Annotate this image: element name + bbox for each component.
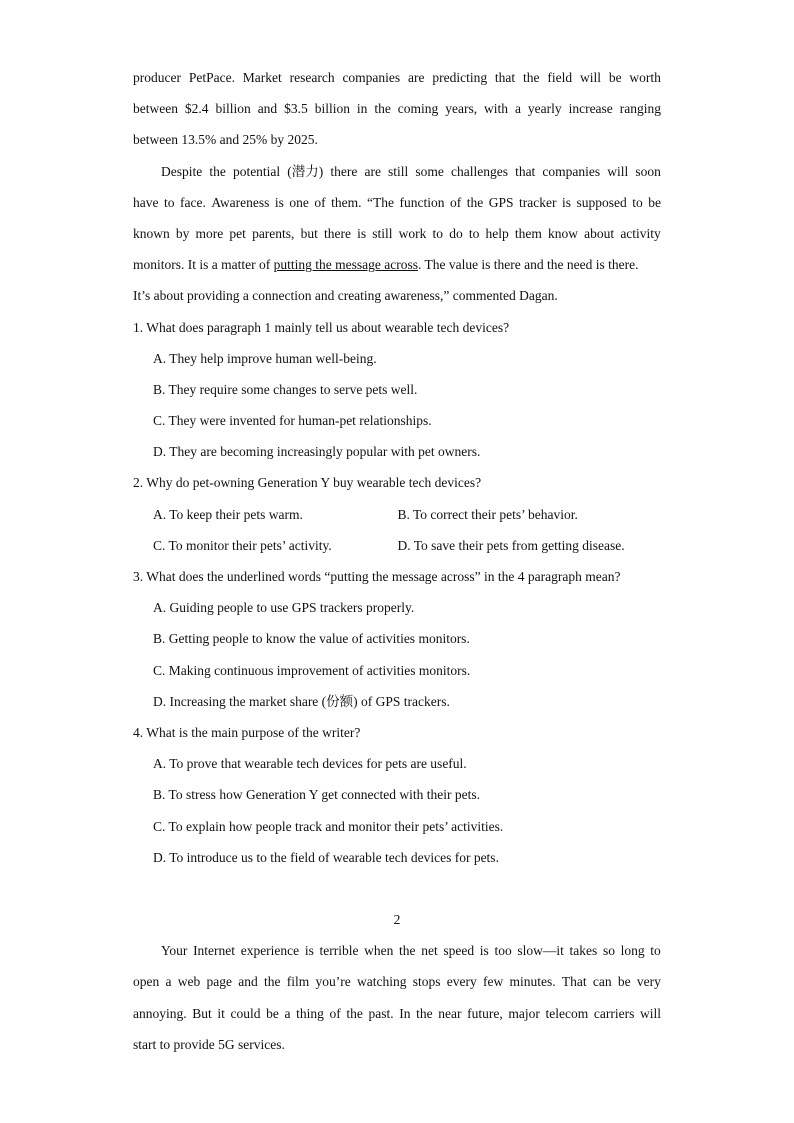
answer-option: D. To introduce us to the field of wearable tech devices for pets. [153, 849, 499, 865]
word: page [206, 974, 232, 990]
answer-option: A. To prove that wearable tech devices for pets are useful. [153, 756, 467, 772]
word: a [514, 101, 521, 117]
word: that [515, 163, 536, 179]
word: in [356, 101, 368, 117]
word: minutes. [509, 974, 556, 990]
answer-option: C. They were invented for human-pet relationships. [153, 413, 432, 429]
word: worth [629, 70, 661, 85]
word: watching [356, 974, 407, 990]
word: the [263, 974, 281, 990]
word: of [314, 194, 326, 210]
word: But [192, 1005, 212, 1021]
word: GPS [488, 194, 514, 210]
word: supposed [576, 194, 627, 210]
word: about [584, 225, 615, 241]
word: slow—it [517, 943, 564, 959]
paragraph-line [133, 998, 661, 1029]
word: will [579, 70, 601, 85]
word: to [163, 194, 175, 210]
answer-option: D. Increasing the market share (份额) of GPS trackers. [153, 693, 450, 709]
word: activity [620, 225, 661, 241]
answer-option: A. They help improve human well-being. [153, 350, 377, 366]
word: past. [368, 1005, 394, 1021]
word: still [372, 225, 393, 241]
question-stem: 4. What is the main purpose of the writer? [133, 724, 361, 740]
word: the [466, 194, 484, 210]
word: are [364, 163, 381, 179]
word: too [494, 943, 512, 959]
paragraph-line [133, 93, 661, 124]
word: to [632, 194, 643, 210]
word: net [421, 943, 438, 959]
word: to [468, 225, 480, 241]
word: and [257, 101, 278, 117]
underlined-phrase: putting the message across [273, 257, 418, 273]
word: Your [161, 943, 188, 959]
word: function [399, 194, 445, 210]
word: a [284, 1005, 291, 1021]
word: web [177, 974, 201, 990]
word: PetPace. [188, 70, 235, 85]
paragraph-line [133, 187, 661, 218]
answer-option: A. Guiding people to use GPS trackers properly. [153, 600, 415, 616]
word: one [289, 194, 309, 210]
word: speed [443, 943, 475, 959]
word: will [607, 163, 629, 179]
word: major [508, 1005, 540, 1021]
text-segment: monitors. It is a matter of [133, 257, 274, 273]
word: “The [367, 194, 394, 210]
word: years, [445, 101, 478, 117]
section-number: 2 [393, 912, 401, 928]
paragraph-line [133, 218, 661, 249]
word: annoying. [133, 1005, 187, 1021]
word: carriers [593, 1005, 635, 1021]
word: yearly [527, 101, 562, 117]
word: is [357, 225, 367, 241]
word: by [175, 225, 190, 241]
answer-option: C. To monitor their pets’ activity. [153, 537, 332, 553]
word: field [547, 70, 573, 85]
word: soon [635, 163, 661, 179]
word: $3.5 [284, 101, 308, 117]
word: long [620, 943, 645, 959]
word: to [432, 225, 444, 241]
word: them [514, 225, 542, 241]
word: that [494, 70, 516, 85]
word: be [617, 974, 631, 990]
paragraph-line: start to provide 5G services. [133, 1036, 285, 1052]
question-stem: 2. Why do pet-owning Generation Y buy wearable tech devices? [133, 475, 482, 491]
word: a [165, 974, 172, 990]
word: more [195, 225, 224, 241]
word: companies [342, 70, 401, 85]
word: be [266, 1005, 279, 1021]
word: still [388, 163, 409, 179]
word: have [133, 194, 159, 210]
word: In [399, 1005, 411, 1021]
answer-option: A. To keep their pets warm. [153, 506, 303, 522]
word: potential [232, 163, 281, 179]
paragraph-line [133, 966, 661, 997]
answer-option: B. To stress how Generation Y get connected with their pets. [153, 787, 480, 803]
word: parents, [252, 225, 295, 241]
paragraph-line [133, 249, 661, 280]
word: the [374, 101, 391, 117]
word: be [608, 70, 622, 85]
word: to [650, 943, 661, 959]
word: $2.4 [184, 101, 209, 117]
text-segment: . The value is there and the need is there. [417, 257, 639, 273]
word: very [636, 974, 661, 990]
word: the [523, 70, 540, 85]
answer-option: B. Getting people to know the value of activities monitors. [153, 631, 470, 647]
word: are [408, 70, 425, 85]
word: be [648, 194, 661, 210]
word: film [286, 974, 310, 990]
document-page [133, 62, 661, 1060]
word: with [484, 101, 509, 117]
word: Market [242, 70, 282, 85]
word: and [238, 974, 258, 990]
word: known [133, 225, 170, 241]
word: when [364, 943, 394, 959]
answer-option: D. They are becoming increasingly popular with pet owners. [153, 444, 481, 460]
word: the [346, 1005, 363, 1021]
word: telecom [545, 1005, 589, 1021]
word: thing [296, 1005, 324, 1021]
word: challenges [450, 163, 508, 179]
paragraph-line [133, 156, 661, 187]
word: Awareness [211, 194, 270, 210]
word: research [289, 70, 335, 85]
paragraph-line: It’s about providing a connection and creating awareness,” commented Dagan. [133, 288, 558, 304]
word: That [561, 974, 587, 990]
word: is [561, 194, 571, 210]
word: but [300, 225, 318, 241]
word: do [449, 225, 463, 241]
word: coming [397, 101, 439, 117]
word: between [133, 101, 178, 117]
answer-option: B. To correct their pets’ behavior. [397, 506, 578, 522]
answer-option: D. To save their pets from getting disease. [397, 537, 625, 553]
word: is [274, 194, 284, 210]
answer-option: C. To explain how people track and monitor their pets’ activities. [153, 818, 504, 834]
question-stem: 1. What does paragraph 1 mainly tell us about wearable tech devices? [133, 319, 510, 335]
word: is [479, 943, 489, 959]
word: could [230, 1005, 261, 1021]
word: there [330, 163, 358, 179]
word: experience [240, 943, 300, 959]
word: Despite [161, 163, 203, 179]
answer-option-row [133, 499, 661, 530]
word: of [449, 194, 462, 210]
word: some [415, 163, 444, 179]
word: work [398, 225, 427, 241]
word: the [399, 943, 416, 959]
word: is [304, 943, 314, 959]
word: it [217, 1005, 225, 1021]
word: few [482, 974, 504, 990]
word: companies [542, 163, 601, 179]
word: face. [180, 194, 206, 210]
word: there [323, 225, 351, 241]
word: the [209, 163, 226, 179]
word: of [329, 1005, 341, 1021]
word: them. [331, 194, 362, 210]
word: future, [467, 1005, 503, 1021]
answer-option-row [133, 530, 661, 561]
paragraph-line [133, 935, 661, 966]
word: open [133, 974, 160, 990]
word: every [446, 974, 477, 990]
word: increase [568, 101, 613, 117]
answer-option: B. They require some changes to serve pets well. [153, 381, 418, 397]
word: help [485, 225, 509, 241]
word: know [548, 225, 579, 241]
word: near [438, 1005, 462, 1021]
word: Internet [193, 943, 236, 959]
word: producer [133, 70, 181, 85]
word: terrible [319, 943, 359, 959]
word: ranging [619, 101, 661, 117]
word: pet [229, 225, 246, 241]
paragraph-line: between 13.5% and 25% by 2025. [133, 132, 318, 148]
word: billion [215, 101, 251, 117]
answer-option: C. Making continuous improvement of activities monitors. [153, 662, 471, 678]
word: the [416, 1005, 433, 1021]
question-stem: 3. What does the underlined words “putting the message across” in the 4 paragraph mean? [133, 569, 621, 584]
word: (潜力) [287, 163, 324, 179]
paragraph-line [133, 62, 661, 93]
spacer [133, 873, 661, 904]
word: billion [314, 101, 350, 117]
word: takes [569, 943, 598, 959]
word: can [592, 974, 612, 990]
word: stops [412, 974, 441, 990]
word: you’re [315, 974, 351, 990]
word: so [602, 943, 615, 959]
word: predicting [432, 70, 488, 85]
word: tracker [519, 194, 557, 210]
word: will [639, 1005, 661, 1021]
